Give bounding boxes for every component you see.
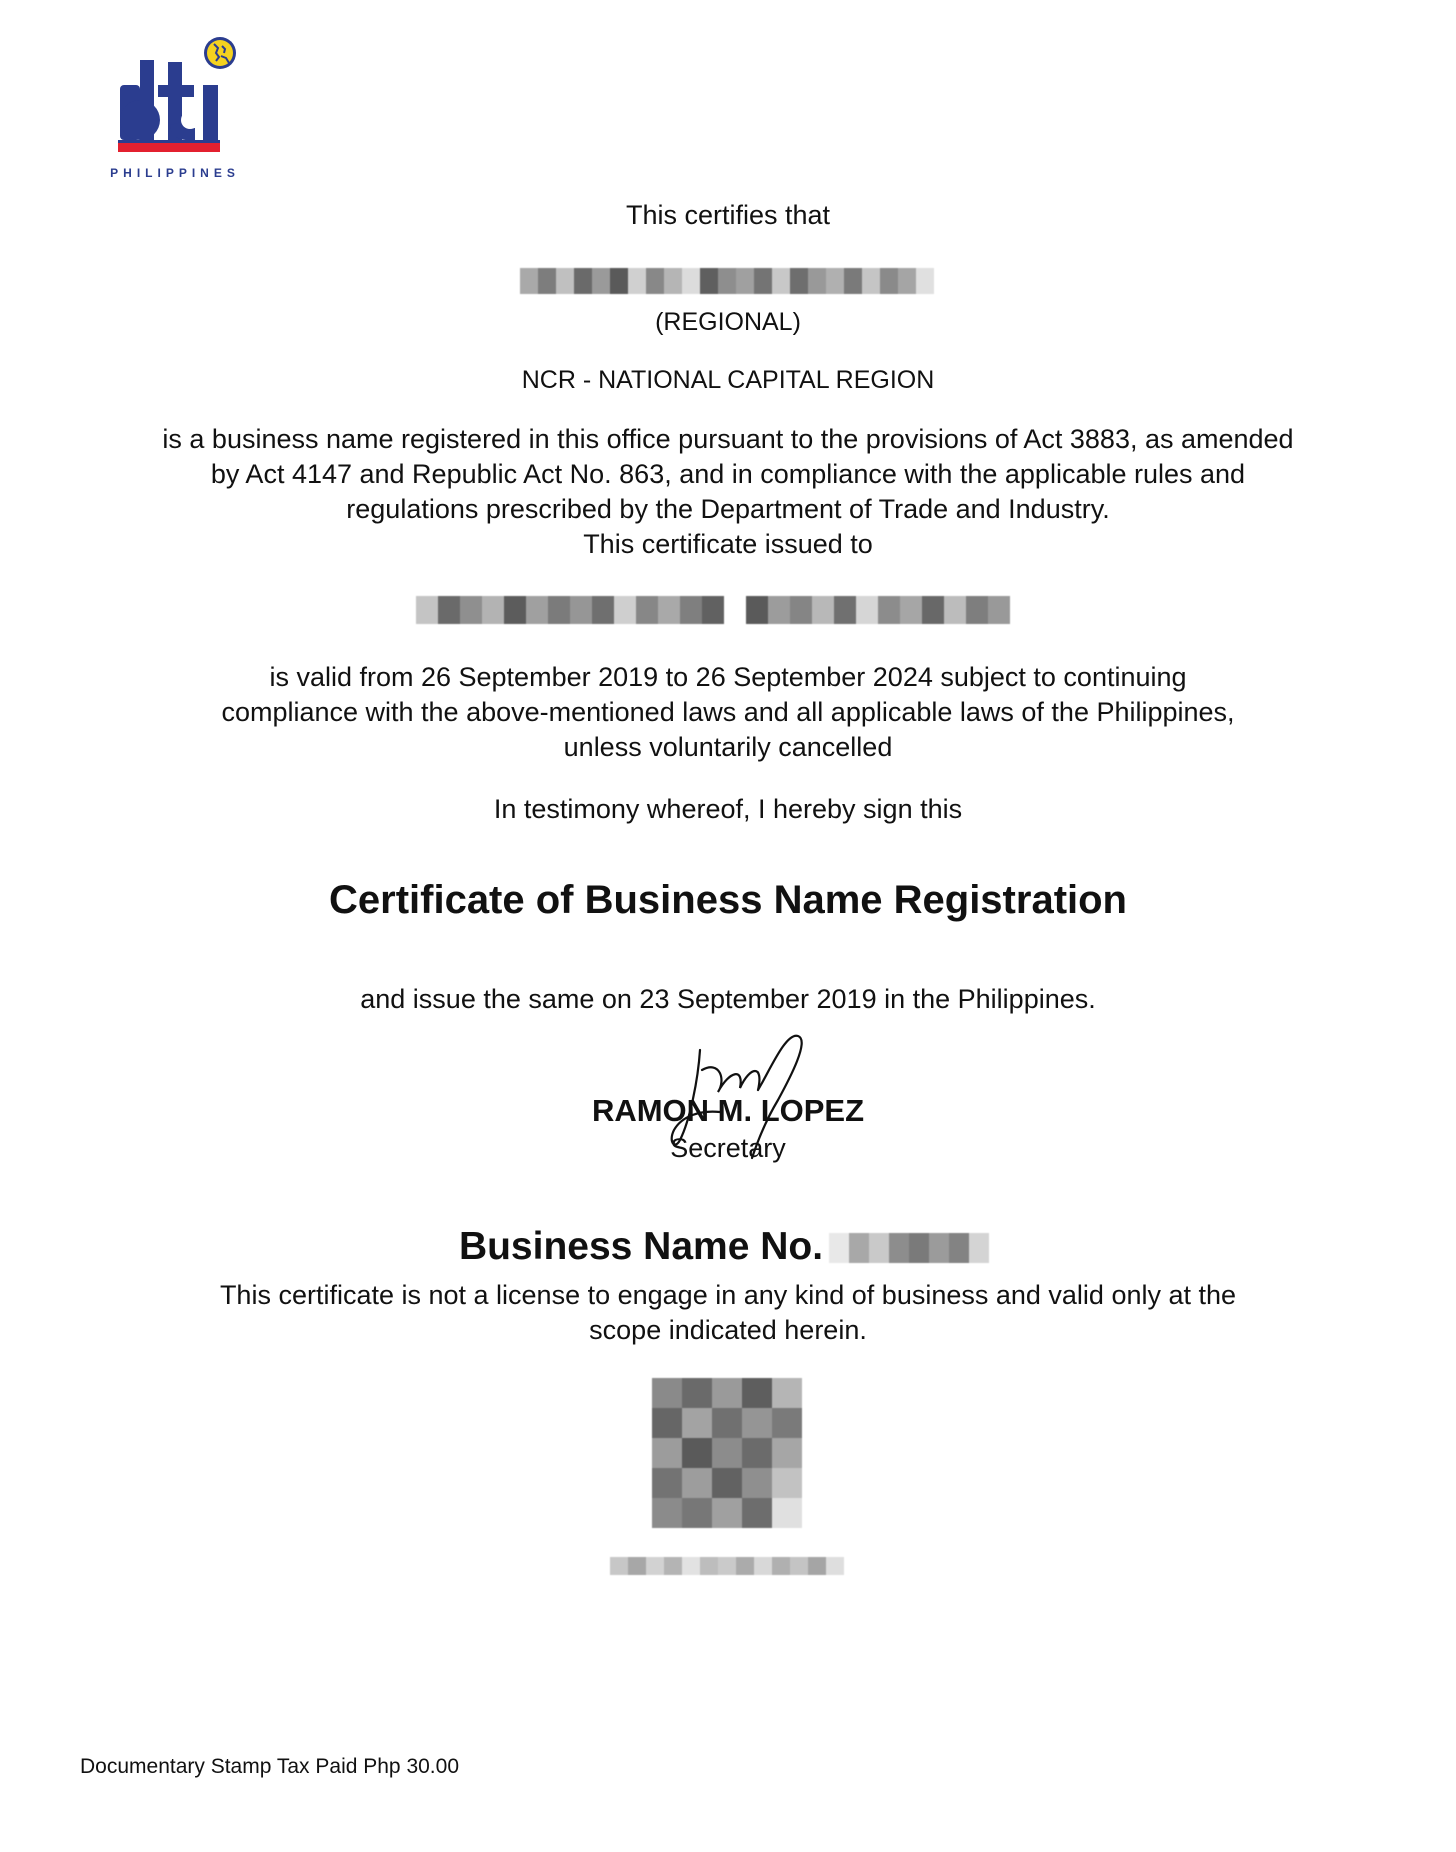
signatory-name: RAMON M. LOPEZ xyxy=(591,1093,865,1128)
logo-subtext: PHILIPPINES xyxy=(110,166,240,180)
scope-text: (REGIONAL) xyxy=(655,308,801,336)
business-name-redacted xyxy=(520,266,934,296)
dti-logo-graphic xyxy=(100,30,250,180)
qr-code-redacted xyxy=(652,1378,802,1528)
validity-line-1: is valid from 26 September 2019 to 26 September 2024 subject to continuing xyxy=(269,662,1187,692)
dti-logo xyxy=(100,30,250,180)
validity-line-2: compliance with the above-mentioned laws and all applicable laws of the Philippines, xyxy=(221,697,1235,727)
certificate-title: Certificate of Business Name Registration xyxy=(329,878,1127,922)
pixelation-block xyxy=(416,594,1010,626)
testimony-text: In testimony whereof, I hereby sign this xyxy=(493,794,963,824)
business-name-no-label: Business Name No. xyxy=(458,1225,824,1268)
pixelation-block xyxy=(520,266,934,296)
disclaimer-line-1: This certificate is not a license to engage in any kind of business and valid only at the xyxy=(219,1280,1237,1310)
region-text: NCR - NATIONAL CAPITAL REGION xyxy=(521,366,935,394)
legal-line-1: is a business name registered in this office pursuant to the provisions of Act 3883, as amended xyxy=(162,424,1294,454)
intro-text: This certifies that xyxy=(625,200,831,230)
validity-line-3: unless voluntarily cancelled xyxy=(563,732,893,762)
signatory-title: Secretary xyxy=(670,1133,786,1163)
disclaimer-line-2: scope indicated herein. xyxy=(589,1315,867,1345)
qr-caption-pixelation xyxy=(596,1554,856,1578)
qr-caption-redacted xyxy=(596,1554,856,1578)
issued-to-label: This certificate issued to xyxy=(583,529,873,559)
business-name-no-redacted xyxy=(829,1227,997,1267)
business-name-no xyxy=(0,1224,1456,1270)
qr-pixelation xyxy=(652,1378,802,1528)
legal-line-2: by Act 4147 and Republic Act No. 863, and in compliance with the applicable rules and xyxy=(210,459,1246,489)
issue-line: and issue the same on 23 September 2019 in the Philippines. xyxy=(360,984,1096,1014)
owner-name-redacted xyxy=(416,594,1010,626)
legal-line-3: regulations prescribed by the Department of Trade and Industry. xyxy=(346,494,1110,524)
stamp-tax-text: Documentary Stamp Tax Paid Php 30.00 xyxy=(80,1755,459,1778)
